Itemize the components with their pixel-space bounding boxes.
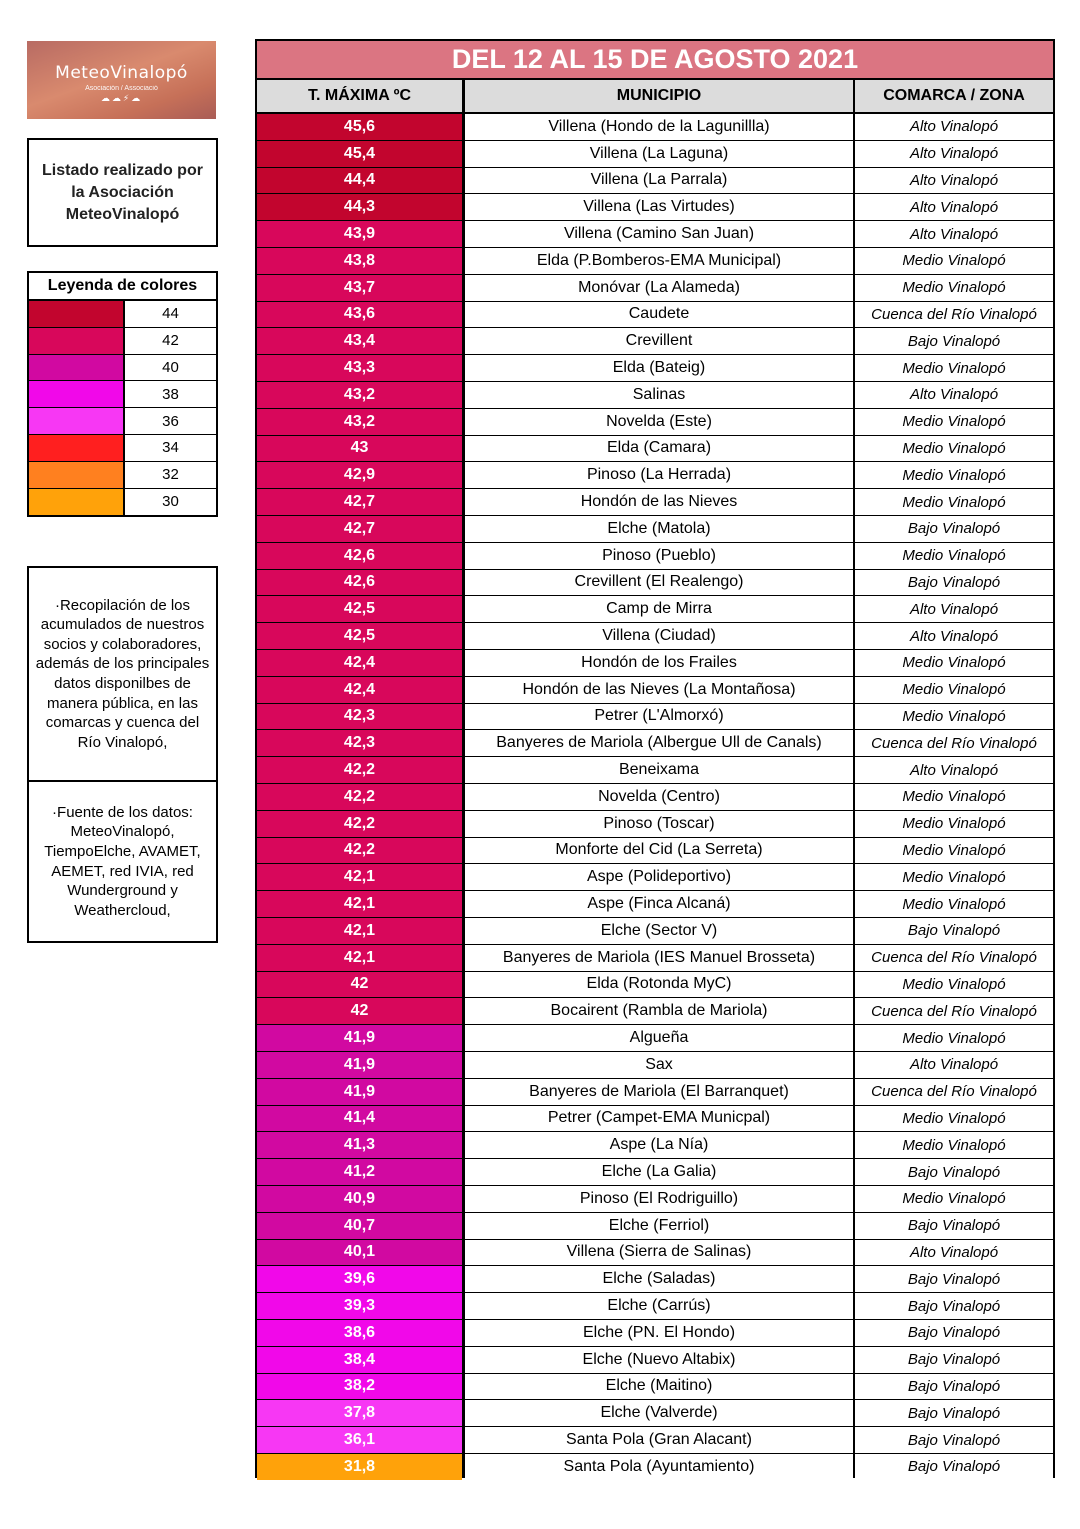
- municipio-cell: Crevillent: [465, 328, 853, 354]
- municipio-cell: Elche (Matola): [465, 516, 853, 542]
- table-row: [257, 1374, 1053, 1400]
- zona-cell: Bajo Vinalopó: [855, 1320, 1053, 1346]
- logo-brand: MeteoVinalopó: [55, 63, 188, 83]
- zona-cell: Alto Vinalopó: [855, 382, 1053, 408]
- header-zona: COMARCA / ZONA: [855, 80, 1053, 112]
- temp-cell: 39,3: [257, 1293, 462, 1319]
- zona-cell: Bajo Vinalopó: [855, 1266, 1053, 1292]
- legend-value: 44: [162, 305, 179, 323]
- municipio-cell: Pinoso (El Rodriguillo): [465, 1186, 853, 1212]
- table-row: [257, 194, 1053, 220]
- municipio-cell: Elda (Rotonda MyC): [465, 972, 853, 998]
- table-row: [257, 248, 1053, 274]
- table-row: [257, 462, 1053, 488]
- temp-cell: 41,9: [257, 1079, 462, 1105]
- temp-cell: 43,2: [257, 382, 462, 408]
- zona-cell: Medio Vinalopó: [855, 864, 1053, 890]
- table-row: [257, 596, 1053, 622]
- temp-cell: 42,1: [257, 864, 462, 890]
- zona-cell: Bajo Vinalopó: [855, 570, 1053, 596]
- table-row: [257, 1186, 1053, 1212]
- table-row: [257, 221, 1053, 247]
- temp-cell: 42,4: [257, 677, 462, 703]
- table-row: [257, 328, 1053, 354]
- municipio-cell: Banyeres de Mariola (El Barranquet): [465, 1079, 853, 1105]
- temp-cell: 43: [257, 436, 462, 462]
- temp-cell: 40,1: [257, 1240, 462, 1266]
- meteovinalopo-logo: [27, 41, 216, 119]
- table-row: [257, 1454, 1053, 1480]
- municipio-cell: Elche (La Galia): [465, 1159, 853, 1185]
- table-row: [257, 972, 1053, 998]
- zona-cell: Alto Vinalopó: [855, 114, 1053, 140]
- legend-value: 42: [162, 332, 179, 350]
- table-row: [257, 1427, 1053, 1453]
- temp-cell: 45,4: [257, 141, 462, 167]
- table-row: [257, 811, 1053, 837]
- temp-cell: 42,3: [257, 730, 462, 756]
- municipio-cell: Sax: [465, 1052, 853, 1078]
- legend-rows: [29, 301, 216, 515]
- table-row: [257, 382, 1053, 408]
- temp-cell: 38,4: [257, 1347, 462, 1373]
- legend-row: [29, 381, 216, 408]
- zona-cell: Bajo Vinalopó: [855, 1213, 1053, 1239]
- credit-box: Listado realizado por la Asociación MeteoVinalopó: [27, 138, 218, 247]
- temp-cell: 44,4: [257, 168, 462, 194]
- zona-cell: Cuenca del Río Vinalopó: [855, 1079, 1053, 1105]
- municipio-cell: Elche (Carrús): [465, 1293, 853, 1319]
- zona-cell: Medio Vinalopó: [855, 1186, 1053, 1212]
- zona-cell: Alto Vinalopó: [855, 168, 1053, 194]
- municipio-cell: Santa Pola (Ayuntamiento): [465, 1454, 853, 1480]
- zona-cell: Medio Vinalopó: [855, 355, 1053, 381]
- temp-cell: 41,3: [257, 1132, 462, 1158]
- municipio-cell: Elda (Bateig): [465, 355, 853, 381]
- table-row: [257, 1159, 1053, 1185]
- color-legend: [27, 271, 218, 517]
- municipio-cell: Villena (Ciudad): [465, 623, 853, 649]
- temp-cell: 41,4: [257, 1106, 462, 1132]
- legend-swatch: [29, 462, 125, 488]
- temp-cell: 38,2: [257, 1374, 462, 1400]
- zona-cell: Bajo Vinalopó: [855, 1454, 1053, 1480]
- legend-title: Leyenda de colores: [29, 273, 216, 301]
- temp-cell: 41,2: [257, 1159, 462, 1185]
- table-row: [257, 704, 1053, 730]
- zona-cell: Alto Vinalopó: [855, 1052, 1053, 1078]
- municipio-cell: Elche (Maitino): [465, 1374, 853, 1400]
- table-row: [257, 838, 1053, 864]
- legend-value: 34: [162, 439, 179, 457]
- table-row: [257, 570, 1053, 596]
- temp-cell: 43,3: [257, 355, 462, 381]
- temp-cell: 42,9: [257, 462, 462, 488]
- temp-cell: 40,7: [257, 1213, 462, 1239]
- table-row: [257, 784, 1053, 810]
- table-row: [257, 1213, 1053, 1239]
- logo-subtitle: Asociación / Associació: [85, 85, 158, 92]
- table-row: [257, 677, 1053, 703]
- table-row: [257, 1132, 1053, 1158]
- municipio-cell: Elche (Ferriol): [465, 1213, 853, 1239]
- zona-cell: Bajo Vinalopó: [855, 328, 1053, 354]
- municipio-cell: Monforte del Cid (La Serreta): [465, 838, 853, 864]
- temp-cell: 41,9: [257, 1025, 462, 1051]
- temp-cell: 42,2: [257, 784, 462, 810]
- zona-cell: Alto Vinalopó: [855, 623, 1053, 649]
- temp-cell: 42,6: [257, 570, 462, 596]
- temp-cell: 43,7: [257, 275, 462, 301]
- zona-cell: Alto Vinalopó: [855, 1240, 1053, 1266]
- municipio-cell: Aspe (Finca Alcaná): [465, 891, 853, 917]
- zona-cell: Medio Vinalopó: [855, 650, 1053, 676]
- legend-row: [29, 489, 216, 516]
- header-temp: T. MÁXIMA ºC: [257, 80, 462, 112]
- municipio-cell: Elche (Nuevo Altabix): [465, 1347, 853, 1373]
- zona-cell: Medio Vinalopó: [855, 275, 1053, 301]
- municipio-cell: Hondón de las Nieves: [465, 489, 853, 515]
- municipio-cell: Villena (Hondo de la Lagunillla): [465, 114, 853, 140]
- municipio-cell: Villena (La Laguna): [465, 141, 853, 167]
- zona-cell: Cuenca del Río Vinalopó: [855, 730, 1053, 756]
- temp-cell: 36,1: [257, 1427, 462, 1453]
- zona-cell: Medio Vinalopó: [855, 891, 1053, 917]
- temp-cell: 42: [257, 998, 462, 1024]
- municipio-cell: Banyeres de Mariola (Albergue Ull de Canals): [465, 730, 853, 756]
- temp-cell: 45,6: [257, 114, 462, 140]
- table-row: [257, 945, 1053, 971]
- municipio-cell: Algueña: [465, 1025, 853, 1051]
- zona-cell: Medio Vinalopó: [855, 409, 1053, 435]
- zona-cell: Bajo Vinalopó: [855, 1293, 1053, 1319]
- table-row: [257, 436, 1053, 462]
- zona-cell: Medio Vinalopó: [855, 462, 1053, 488]
- municipio-cell: Hondón de las Nieves (La Montañosa): [465, 677, 853, 703]
- municipio-cell: Elche (Valverde): [465, 1400, 853, 1426]
- table-row: [257, 409, 1053, 435]
- legend-swatch: [29, 328, 125, 354]
- temp-cell: 43,9: [257, 221, 462, 247]
- table-row: [257, 302, 1053, 328]
- table-row: [257, 355, 1053, 381]
- temperature-table: [255, 39, 1055, 1478]
- legend-swatch: [29, 408, 125, 434]
- zona-cell: Alto Vinalopó: [855, 757, 1053, 783]
- table-row: [257, 275, 1053, 301]
- legend-row: [29, 301, 216, 328]
- table-row: [257, 1320, 1053, 1346]
- municipio-cell: Novelda (Este): [465, 409, 853, 435]
- temp-cell: 37,8: [257, 1400, 462, 1426]
- municipio-cell: Villena (Las Virtudes): [465, 194, 853, 220]
- temp-cell: 42,2: [257, 838, 462, 864]
- temp-cell: 43,4: [257, 328, 462, 354]
- zona-cell: Medio Vinalopó: [855, 1025, 1053, 1051]
- municipio-cell: Monóvar (La Alameda): [465, 275, 853, 301]
- table-row: [257, 141, 1053, 167]
- municipio-cell: Elda (Camara): [465, 436, 853, 462]
- municipio-cell: Salinas: [465, 382, 853, 408]
- municipio-cell: Santa Pola (Gran Alacant): [465, 1427, 853, 1453]
- municipio-cell: Pinoso (Toscar): [465, 811, 853, 837]
- table-row: [257, 650, 1053, 676]
- temp-cell: 39,6: [257, 1266, 462, 1292]
- legend-value: 38: [162, 385, 179, 403]
- legend-swatch: [29, 301, 125, 327]
- legend-row: [29, 462, 216, 489]
- table-row: [257, 1240, 1053, 1266]
- table-row: [257, 1400, 1053, 1426]
- table-row: [257, 1025, 1053, 1051]
- zona-cell: Alto Vinalopó: [855, 194, 1053, 220]
- temp-cell: 42,1: [257, 891, 462, 917]
- zona-cell: Medio Vinalopó: [855, 1106, 1053, 1132]
- legend-swatch: [29, 435, 125, 461]
- info-fuente: ·Fuente de los datos: MeteoVinalopó, TiempoElche, AVAMET, AEMET, red IVIA, red Wunderground y Weathercloud,: [44, 803, 201, 919]
- zona-cell: Medio Vinalopó: [855, 489, 1053, 515]
- municipio-cell: Beneixama: [465, 757, 853, 783]
- table-row: [257, 998, 1053, 1024]
- info-recopilacion: ·Recopilación de los acumulados de nuestros socios y colaboradores, además de los principales datos disponilbes de manera pública, en las comarcas y cuenca del Río Vinalopó,: [29, 568, 216, 782]
- table-row: [257, 918, 1053, 944]
- zona-cell: Bajo Vinalopó: [855, 1159, 1053, 1185]
- temp-cell: 42,5: [257, 623, 462, 649]
- municipio-cell: Petrer (Campet-EMA Municpal): [465, 1106, 853, 1132]
- temp-cell: 42,7: [257, 489, 462, 515]
- table-row: [257, 489, 1053, 515]
- temp-cell: 40,9: [257, 1186, 462, 1212]
- temp-cell: 42,2: [257, 757, 462, 783]
- municipio-cell: Petrer (L'Almorxó): [465, 704, 853, 730]
- table-row: [257, 1079, 1053, 1105]
- zona-cell: Bajo Vinalopó: [855, 1400, 1053, 1426]
- table-row: [257, 864, 1053, 890]
- table-row: [257, 516, 1053, 542]
- temp-cell: 38,6: [257, 1320, 462, 1346]
- legend-row: [29, 355, 216, 382]
- temp-cell: 42,6: [257, 543, 462, 569]
- municipio-cell: Elche (Sector V): [465, 918, 853, 944]
- municipio-cell: Hondón de los Frailes: [465, 650, 853, 676]
- table-row: [257, 1052, 1053, 1078]
- zona-cell: Cuenca del Río Vinalopó: [855, 998, 1053, 1024]
- table-row: [257, 1106, 1053, 1132]
- municipio-cell: Elda (P.Bomberos-EMA Municipal): [465, 248, 853, 274]
- temp-cell: 43,8: [257, 248, 462, 274]
- municipio-cell: Aspe (La Nía): [465, 1132, 853, 1158]
- table-row: [257, 757, 1053, 783]
- municipio-cell: Bocairent (Rambla de Mariola): [465, 998, 853, 1024]
- municipio-cell: Novelda (Centro): [465, 784, 853, 810]
- temp-cell: 41,9: [257, 1052, 462, 1078]
- legend-row: [29, 408, 216, 435]
- header-municipio: MUNICIPIO: [465, 80, 853, 112]
- temp-cell: 43,2: [257, 409, 462, 435]
- municipio-cell: Pinoso (La Herrada): [465, 462, 853, 488]
- zona-cell: Medio Vinalopó: [855, 972, 1053, 998]
- info-box: [27, 566, 218, 943]
- municipio-cell: Banyeres de Mariola (IES Manuel Brosseta): [465, 945, 853, 971]
- zona-cell: Bajo Vinalopó: [855, 918, 1053, 944]
- table-row: [257, 114, 1053, 140]
- zona-cell: Medio Vinalopó: [855, 677, 1053, 703]
- municipio-cell: Elche (PN. El Hondo): [465, 1320, 853, 1346]
- legend-value: 30: [162, 493, 179, 511]
- zona-cell: Medio Vinalopó: [855, 784, 1053, 810]
- legend-value: 32: [162, 466, 179, 484]
- temp-cell: 42,7: [257, 516, 462, 542]
- zona-cell: Alto Vinalopó: [855, 141, 1053, 167]
- municipio-cell: Pinoso (Pueblo): [465, 543, 853, 569]
- temp-cell: 42,2: [257, 811, 462, 837]
- zona-cell: Alto Vinalopó: [855, 596, 1053, 622]
- zona-cell: Cuenca del Río Vinalopó: [855, 945, 1053, 971]
- municipio-cell: Aspe (Polideportivo): [465, 864, 853, 890]
- zona-cell: Alto Vinalopó: [855, 221, 1053, 247]
- table-row: [257, 1293, 1053, 1319]
- temp-cell: 44,3: [257, 194, 462, 220]
- temp-cell: 42,3: [257, 704, 462, 730]
- zona-cell: Medio Vinalopó: [855, 248, 1053, 274]
- temp-cell: 31,8: [257, 1454, 462, 1480]
- table-row: [257, 1347, 1053, 1373]
- zona-cell: Cuenca del Río Vinalopó: [855, 302, 1053, 328]
- municipio-cell: Crevillent (El Realengo): [465, 570, 853, 596]
- table-row: [257, 730, 1053, 756]
- zona-cell: Medio Vinalopó: [855, 436, 1053, 462]
- zona-cell: Medio Vinalopó: [855, 543, 1053, 569]
- temp-cell: 42,5: [257, 596, 462, 622]
- zona-cell: Medio Vinalopó: [855, 704, 1053, 730]
- legend-row: [29, 328, 216, 355]
- legend-value: 36: [162, 412, 179, 430]
- temp-cell: 42,1: [257, 918, 462, 944]
- municipio-cell: Elche (Saladas): [465, 1266, 853, 1292]
- municipio-cell: Villena (Camino San Juan): [465, 221, 853, 247]
- zona-cell: Medio Vinalopó: [855, 1132, 1053, 1158]
- temp-cell: 42,4: [257, 650, 462, 676]
- municipio-cell: Villena (La Parrala): [465, 168, 853, 194]
- zona-cell: Medio Vinalopó: [855, 838, 1053, 864]
- table-row: [257, 891, 1053, 917]
- temp-cell: 42: [257, 972, 462, 998]
- table-row: [257, 543, 1053, 569]
- table-row: [257, 623, 1053, 649]
- temp-cell: 43,6: [257, 302, 462, 328]
- legend-swatch: [29, 489, 125, 516]
- legend-swatch: [29, 381, 125, 407]
- municipio-cell: Caudete: [465, 302, 853, 328]
- weather-icons: ☁☁⚡☁: [100, 93, 143, 103]
- legend-value: 40: [162, 358, 179, 376]
- legend-row: [29, 435, 216, 462]
- zona-cell: Bajo Vinalopó: [855, 1427, 1053, 1453]
- table-title: DEL 12 AL 15 DE AGOSTO 2021: [257, 41, 1053, 78]
- zona-cell: Bajo Vinalopó: [855, 1374, 1053, 1400]
- zona-cell: Bajo Vinalopó: [855, 516, 1053, 542]
- temp-cell: 42,1: [257, 945, 462, 971]
- table-row: [257, 1266, 1053, 1292]
- municipio-cell: Villena (Sierra de Salinas): [465, 1240, 853, 1266]
- zona-cell: Bajo Vinalopó: [855, 1347, 1053, 1373]
- legend-swatch: [29, 355, 125, 381]
- zona-cell: Medio Vinalopó: [855, 811, 1053, 837]
- municipio-cell: Camp de Mirra: [465, 596, 853, 622]
- table-row: [257, 168, 1053, 194]
